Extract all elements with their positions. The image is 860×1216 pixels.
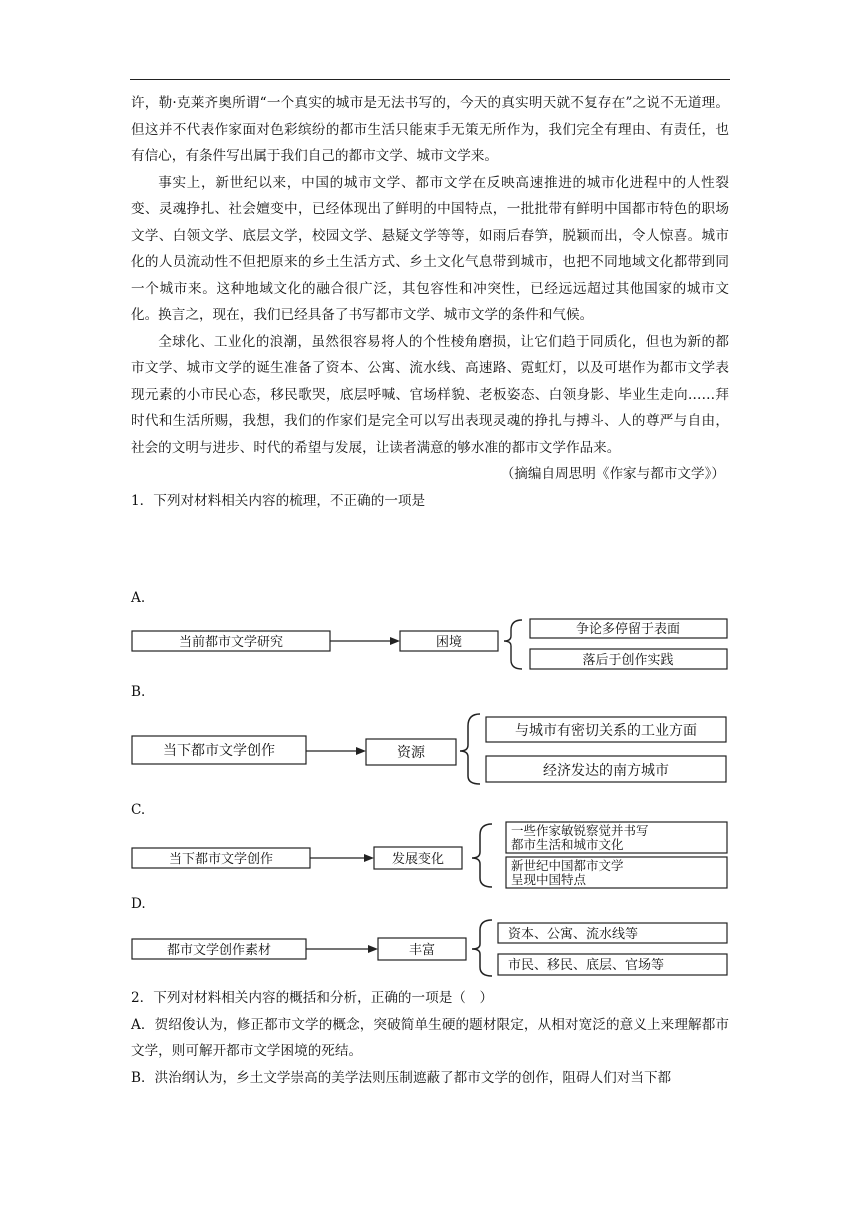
option-a-item-2: 落后于创作实践	[582, 653, 674, 668]
question-2	[131, 985, 729, 1091]
option-c-item-1: 一些作家敏锐察觉并书写都市生活和城市文化	[511, 823, 649, 852]
option-c-diagram	[130, 818, 732, 890]
option-d-diagram	[130, 916, 732, 980]
option-b-item-1: 与城市有密切关系的工业方面	[515, 723, 697, 739]
option-d-item-2: 市民、移民、底层、官场等	[508, 958, 665, 973]
option-c-brace	[472, 824, 492, 887]
option-b-left-text: 当下都市文学创作	[163, 743, 275, 759]
option-b-item-2: 经济发达的南方城市	[543, 763, 669, 779]
option-b-brace	[460, 714, 480, 784]
option-b-label[interactable]: B.	[131, 684, 146, 700]
question-2-stem: 2．下列对材料相关内容的概括和分析，正确的一项是（ ）	[131, 990, 494, 1006]
option-b-mid-text: 资源	[397, 745, 425, 761]
passage-paragraph-3: 全球化、工业化的浪潮，虽然很容易将人的个性棱角磨损，让它们趋于同质化，但也为新的都市文学、城市文学的诞生准备了资本、公寓、流水线、高速路、霓虹灯，以及可堪作为都市文学表现元素的小市民心态，移民歌哭，底层呼喊、官场样貌、老板姿态、白领身影、毕业生走向……拜时代和生活所赐，我想，我们的作家们是完全可以写出表现灵魂的挣扎与搏斗、人的尊严与自由，社会的文明与进步、时代的希望与发展，让读者满意的够水准的都市文学作品来。	[131, 333, 729, 456]
question-1-stem: 1．下列对材料相关内容的梳理，不正确的一项是	[131, 492, 426, 509]
option-a-brace	[504, 620, 522, 669]
option-c-item-2: 新世纪中国都市文学呈现中国特点	[511, 858, 624, 887]
option-c-left-text: 当下都市文学创作	[168, 852, 274, 867]
option-d-arrowhead	[368, 945, 378, 953]
option-a-arrowhead	[390, 637, 400, 645]
option-c-arrowhead	[364, 854, 374, 862]
passage-paragraph-2: 事实上，新世纪以来，中国的城市文学、都市文学在反映高速推进的城市化进程中的人性裂变、灵魂挣扎、社会嬗变中，已经体现出了鲜明的中国特点，一批批带有鲜明中国都市特色的职场文学、白领文学、底层文学，校园文学、悬疑文学等等，如雨后春笋，脱颖而出，令人惊喜。城市化的人员流动性不但把原来的乡土生活方式、乡土文化气息带到城市，也把不同地域文化都带到同一个城市来。这种地域文化的融合很广泛，其包容性和冲突性，已经远远超过其他国家的城市文化。换言之，现在，我们已经具备了书写都市文学、城市文学的条件和气候。	[131, 174, 729, 323]
passage-source: （摘编自周思明《作家与都市文学》）	[500, 466, 725, 482]
option-d-mid-text: 丰富	[408, 943, 436, 958]
option-a-item-1: 争论多停留于表面	[575, 622, 681, 637]
option-b-arrowhead	[356, 747, 366, 755]
option-a-left-text: 当前都市文学研究	[178, 635, 284, 650]
header-rule	[130, 79, 730, 80]
option-a-diagram	[130, 612, 732, 674]
option-b-diagram	[130, 708, 732, 786]
option-c-label[interactable]: C.	[131, 802, 146, 818]
question-2-option-b[interactable]: B．洪治纲认为，乡土文学崇高的美学法则压制遮蔽了都市文学的创作，阻碍人们对当下都	[131, 1069, 672, 1086]
option-d-left-text: 都市文学创作素材	[166, 943, 272, 958]
option-a-label[interactable]: A.	[131, 590, 146, 606]
question-2-option-a[interactable]: A．贺绍俊认为，修正都市文学的概念，突破简单生硬的题材限定，从相对宽泛的意义上来理解都市文学，则可解开都市文学困境的死结。	[131, 1016, 729, 1059]
option-d-item-1: 资本、公寓、流水线等	[508, 927, 639, 942]
passage	[131, 90, 729, 514]
option-c-mid-text: 发展变化	[391, 852, 445, 867]
passage-paragraph-1: 许，勒·克莱齐奥所谓“一个真实的城市是无法书写的，今天的真实明天就不复存在”之说不无道理。但这并不代表作家面对色彩缤纷的都市生活只能束手无策无所作为，我们完全有理由、有责任，也有信心，有条件写出属于我们自己的都市文学、城市文学来。	[131, 95, 729, 164]
option-a-mid-text: 困境	[435, 635, 463, 650]
option-d-label[interactable]: D.	[131, 896, 146, 912]
option-d-brace	[472, 920, 492, 976]
